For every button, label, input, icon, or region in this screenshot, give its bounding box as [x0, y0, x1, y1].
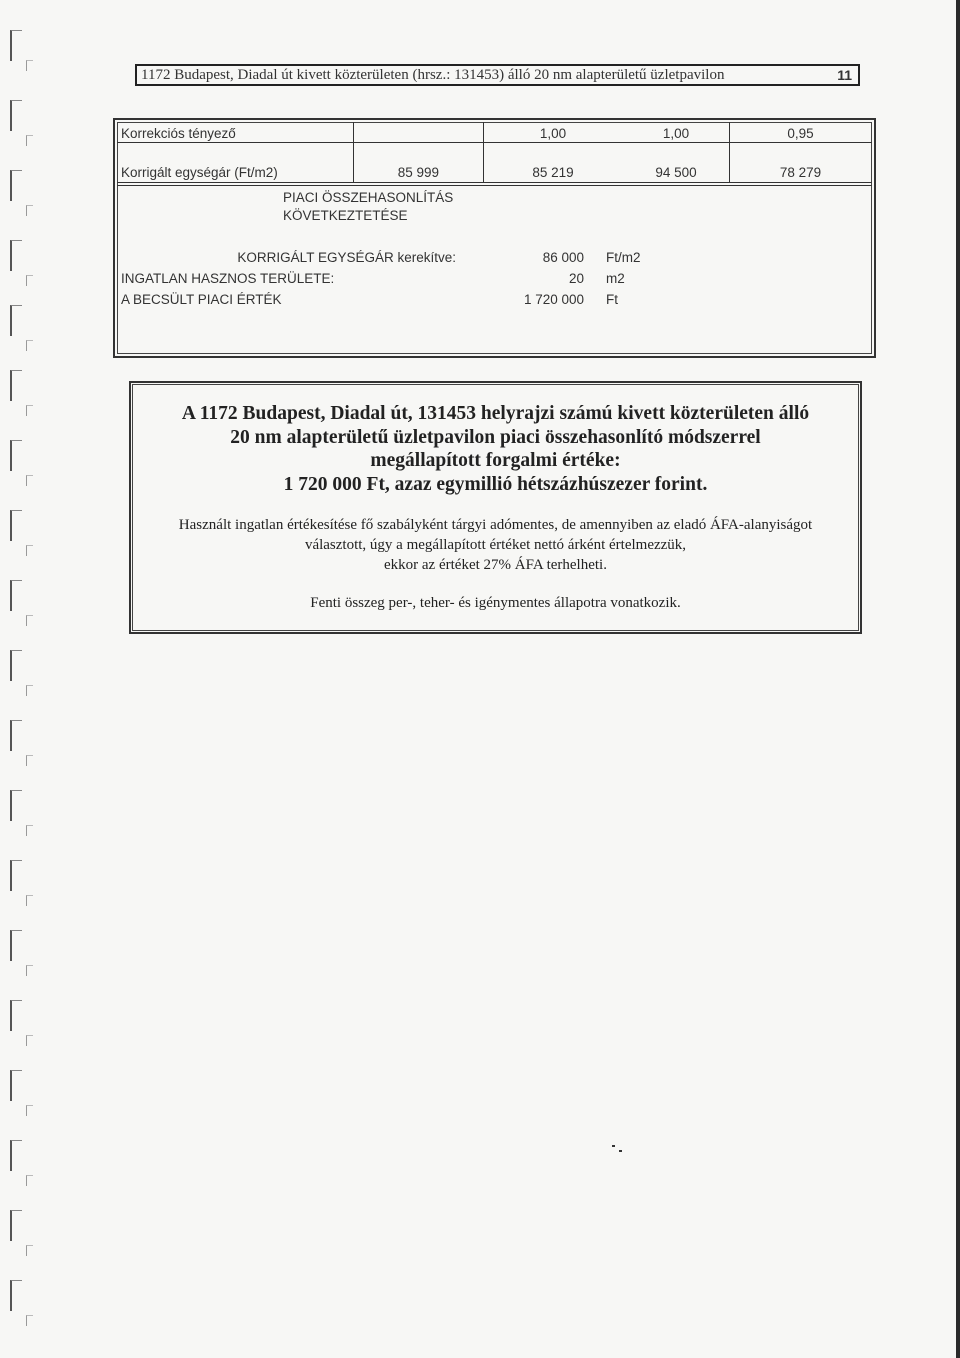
table-row-divider: [117, 182, 872, 183]
table-row-label: Korrigált egységár (Ft/m2): [121, 165, 278, 180]
result-value: 86 000: [542, 250, 584, 265]
table-cell: 85 219: [532, 165, 574, 180]
note-line: ekkor az értéket 27% ÁFA terhelheti.: [384, 557, 607, 573]
statement-line: megállapított forgalmi értéke:: [370, 450, 621, 471]
encumbrance-note: Fenti összeg per-, teher- és igénymentes állapotra vonatkozik.: [310, 595, 681, 611]
scan-speck: [612, 1145, 615, 1147]
valuation-statement: [132, 402, 859, 496]
scan-edge: [956, 0, 960, 1358]
result-label: KORRIGÁLT EGYSÉGÁR kerekítve:: [237, 250, 456, 265]
document-header: [135, 64, 860, 86]
correction-table-inner: [117, 122, 872, 354]
header-title: 1172 Budapest, Diadal út kivett közterületen (hrsz.: 131453) álló 20 nm alapterületű üzletpavilon: [141, 67, 725, 83]
table-cell: 0,95: [787, 126, 814, 141]
result-label: INGATLAN HASZNOS TERÜLETE:: [121, 271, 335, 286]
result-unit: Ft: [606, 292, 618, 307]
table-row-divider: [117, 142, 872, 143]
result-label: A BECSÜLT PIACI ÉRTÉK: [121, 292, 282, 307]
table-cell: 1,00: [539, 126, 567, 141]
statement-line: 20 nm alapterületű üzletpavilon piaci összehasonlító módszerrel: [230, 426, 761, 448]
table-row-label: Korrekciós tényező: [121, 126, 236, 141]
result-heading: KÖVETKEZTETÉSE: [283, 208, 408, 223]
statement-line: 1 720 000 Ft, azaz egymillió hétszázhúszezer forint.: [283, 473, 708, 495]
result-value: 1 720 000: [523, 292, 584, 307]
result-unit: Ft/m2: [606, 250, 641, 265]
binding-edge: [0, 0, 44, 1358]
table-row-divider: [117, 185, 872, 186]
note-line: Használt ingatlan értékesítése fő szabályként tárgyi adómentes, de amennyiben az eladó ÁFA-alanyiságot: [178, 517, 813, 533]
table-cell: 85 999: [397, 165, 439, 180]
note-line: választott, úgy a megállapított értéket nettó árként értelmezzük,: [304, 537, 687, 553]
result-value: 20: [568, 271, 584, 286]
scan-speck: [619, 1150, 622, 1152]
result-unit: m2: [606, 271, 625, 286]
table-cell: 94 500: [655, 165, 697, 180]
statement-line: A 1172 Budapest, Diadal út, 131453 helyrajzi számú kivett közterületen álló: [181, 403, 810, 424]
page-number: 11: [837, 67, 852, 83]
result-heading: PIACI ÖSSZEHASONLÍTÁS: [283, 190, 454, 205]
table-cell: 78 279: [779, 165, 822, 180]
vat-note: [132, 515, 859, 575]
table-cell: 1,00: [662, 126, 690, 141]
